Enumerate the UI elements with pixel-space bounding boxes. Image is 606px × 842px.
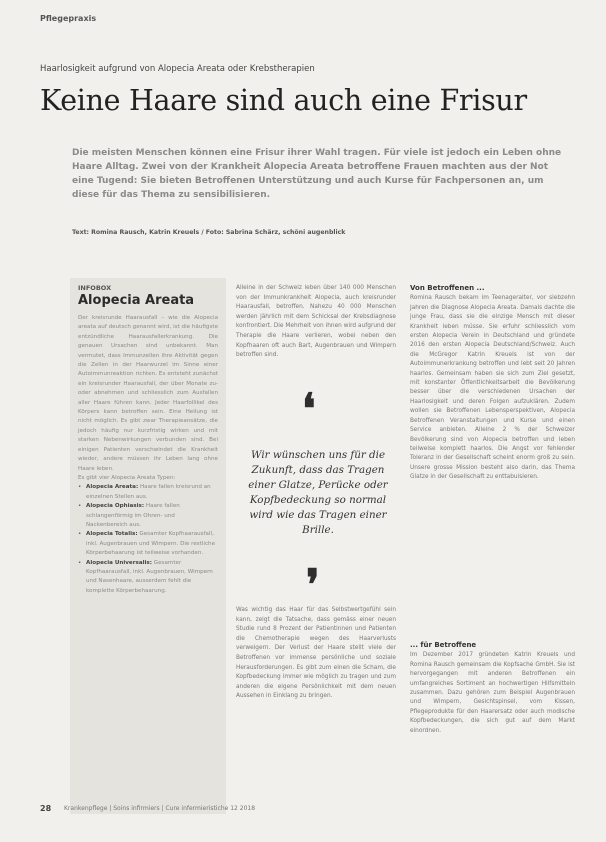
footer-info: Krankenpflege | Soins infirmiers | Cure infermieristiche 12 2018 — [64, 805, 256, 812]
pull-quote: Wir wünschen uns für die Zukunft, dass das Tragen einer Glatze, Perücke oder Kopfbedeckung so normal wird wie das Tragen einer Brille. — [248, 449, 388, 536]
list-item — [78, 559, 218, 597]
infobox-types-intro: Es gibt vier Alopecia Areata Typen: — [78, 474, 176, 481]
infobox — [70, 278, 226, 814]
list-item — [78, 530, 218, 558]
type-description: Haare fallen schlangenförmig im Ohren- und Nackenbereich aus. — [86, 503, 180, 528]
article-kicker: Haarlosigkeit aufgrund von Alopecia Areata oder Krebstherapien — [40, 64, 315, 74]
infobox-title: Alopecia Areata — [78, 293, 195, 308]
list-item — [78, 502, 218, 530]
body-paragraph: Alleine in der Schweiz leben über 140 000 Menschen von der Immunkrankheit Alopecia, auch kreisrunder Haarausfall, betroffen. Nahezu 40 000 Menschen werden jährlich mit dem Schicksal der Krebsdiagnose konfrontiert. Die Mehrheit von ihnen wird aufgrund der Therapie die Haare verlieren, wobei neben den Kopfhaaren oft auch Bart, Augenbrauen und Wimpern betroffen sind. — [236, 285, 396, 359]
quote-close-mark: ❜ — [306, 560, 320, 609]
type-name: Alopecia Ophiasis: — [86, 503, 145, 510]
type-name: Alopecia Totalis: — [86, 531, 138, 538]
type-name: Alopecia Areata: — [86, 484, 139, 491]
subheading-von-betroffenen: Von Betroffenen ... — [410, 284, 485, 292]
type-description: Gesamter Kopfhaarausfall, inkl. Augenbrauen und Wimpern. Die restliche Körperbehaarung ist teilweise vorhanden. — [86, 531, 216, 557]
body-paragraph: Im Dezember 2017 gründeten Katrin Kreuels und Romina Rausch gemeinsam die Kopfsache GmbH. Sie ist hervorgegangen mit anderen Betroffenen ein umfangreiches Sortiment an hochwertigen Hilfsmitteln zusammen. Dazu gehören zum Beispiel Augenbrauen und Wimpern, Gesichtspinsel, vom Kissen, Pflegeprodukte für den Haarersatz oder auch modische Kopfbedeckungen, die sich gut auf dem Markt einordnen. — [410, 652, 575, 734]
middle-column-bottom — [236, 606, 396, 702]
page-number: 28 — [40, 804, 52, 813]
alopecia-types-list — [78, 483, 218, 596]
type-name: Alopecia Universalis: — [86, 559, 152, 566]
type-description: Haare fallen kreisrund an einzelnen Stellen aus. — [86, 484, 211, 500]
body-paragraph: Romina Rausch bekam im Teenageralter, vor siebzehn Jahren die Diagnose Alopecia Areata. Damals dachte die junge Frau, dass sie die einzige Mensch mit dieser Krankheit leben müsse. Sie erfuhr schliesslich vom ersten Alopecia Verein in Deutschland und gründete 2016 den ersten Alopecia Deutschland/Schweiz. Auch die McGregor Katrin Kreuels ist von der Autoimmunerkrankung betroffen und lebt seit 20 Jahren haarlos. Gemeinsam haben sie sich zum Ziel gesetzt, mit konstanter Öffentlichkeitsarbeit die Bevölkerung besser über die verschiedenen Ursachen der Haarlosigkeit und deren Folgen aufzuklären. Zudem wollen sie Betroffenen Lebensperspektiven, Alopecia Betroffenen Veranstaltungen und Kurse und einen Service anbieten. Alleine 2 % der Schweizer Bevölkerung sind von Alopecia betroffen und leben teilweise komplett haarlos. Die Angst vor fehlender Toleranz in der Gesellschaft scheint enorm groß zu sein. Unsere grosse Mission besteht also darin, das Thema Glatze in der Gesellschaft zu enttabuisieren. — [410, 295, 575, 481]
type-description: Gesamter Kopfhaarausfall, inkl. Augenbrauen, Wimpern und Nasenhaare, ausserdem fehlt die komplette Körperbehaarung. — [86, 559, 213, 594]
right-column-bottom — [410, 641, 575, 736]
list-item — [78, 483, 218, 502]
right-column-top — [410, 284, 575, 483]
article-credits: Text: Romina Rausch, Katrin Kreuels / Foto: Sabrina Schärz, schöni augenblick — [72, 229, 346, 236]
article-lead: Die meisten Menschen können eine Frisur ihrer Wahl tragen. Für viele ist jedoch ein Leben ohne Haare Alltag. Zwei von der Krankheit Alopecia Areata betroffene Frauen machten aus der Not eine Tugend: Sie bieten Betroffenen Unterstützung und auch Kurse für Fachpersonen an, um diese für das Thema zu sensibilisieren. — [72, 148, 562, 200]
body-paragraph: Was wichtig das Haar für das Selbstwertgefühl sein kann, zeigt die Tatsache, dass gemäss einer neuen Studie rund 8 Prozent der Patientinnen und Patienten die Chemotherapie wegen des Haarverlusts verweigern. Der Verlust der Haare stellt viele der Betroffenen vor immense persönliche und soziale Herausforderungen. Es gibt zum einen die Scham, die Kopfbedeckung immer wie möglich zu tragen und zum anderen die eigene Persönlichkeit mit dem neuen Aussehen in Einklang zu bringen. — [236, 607, 396, 700]
subheading-fuer-betroffene: ... für Betroffene — [410, 641, 477, 649]
quote-open-mark: ❛ — [302, 384, 316, 433]
infobox-body-text: Der kreisrunde Haarausfall – wie die Alopecia areata auf deutsch genannt wird, ist die häufigste entzündliche Haarausfallerkrankung. Die genauen Ursachen sind unbekannt. Man vermutet, dass Immunzellen ihre Aktivität gegen die Zellen in der Haarwurzel im Sinne einer Autoimmunreaktion richten. Es entsteht zunächst ein kreisrunder Haarausfall, der über Monate zu- oder abnehmen und schliesslich zum Ausfallen aller Haare führen kann. Jeder Haarfollikel des Körpers kann betroffen sein. Eine Heilung ist nicht möglich. Es gibt zwar Therapieansätze, die jedoch häufig nur kurzfristig wirken und mit starken Nebenwirkungen verbunden sind. Bei einigen Patienten verschwindet die Krankheit wieder, andere müssen ihr Leben lang ohne Haare leben. — [78, 315, 219, 472]
infobox-label: INFOBOX — [78, 284, 112, 292]
section-label: Pflegepraxis — [40, 14, 97, 23]
middle-column-top — [236, 284, 396, 361]
article-title: Keine Haare sind auch eine Frisur — [40, 84, 527, 117]
